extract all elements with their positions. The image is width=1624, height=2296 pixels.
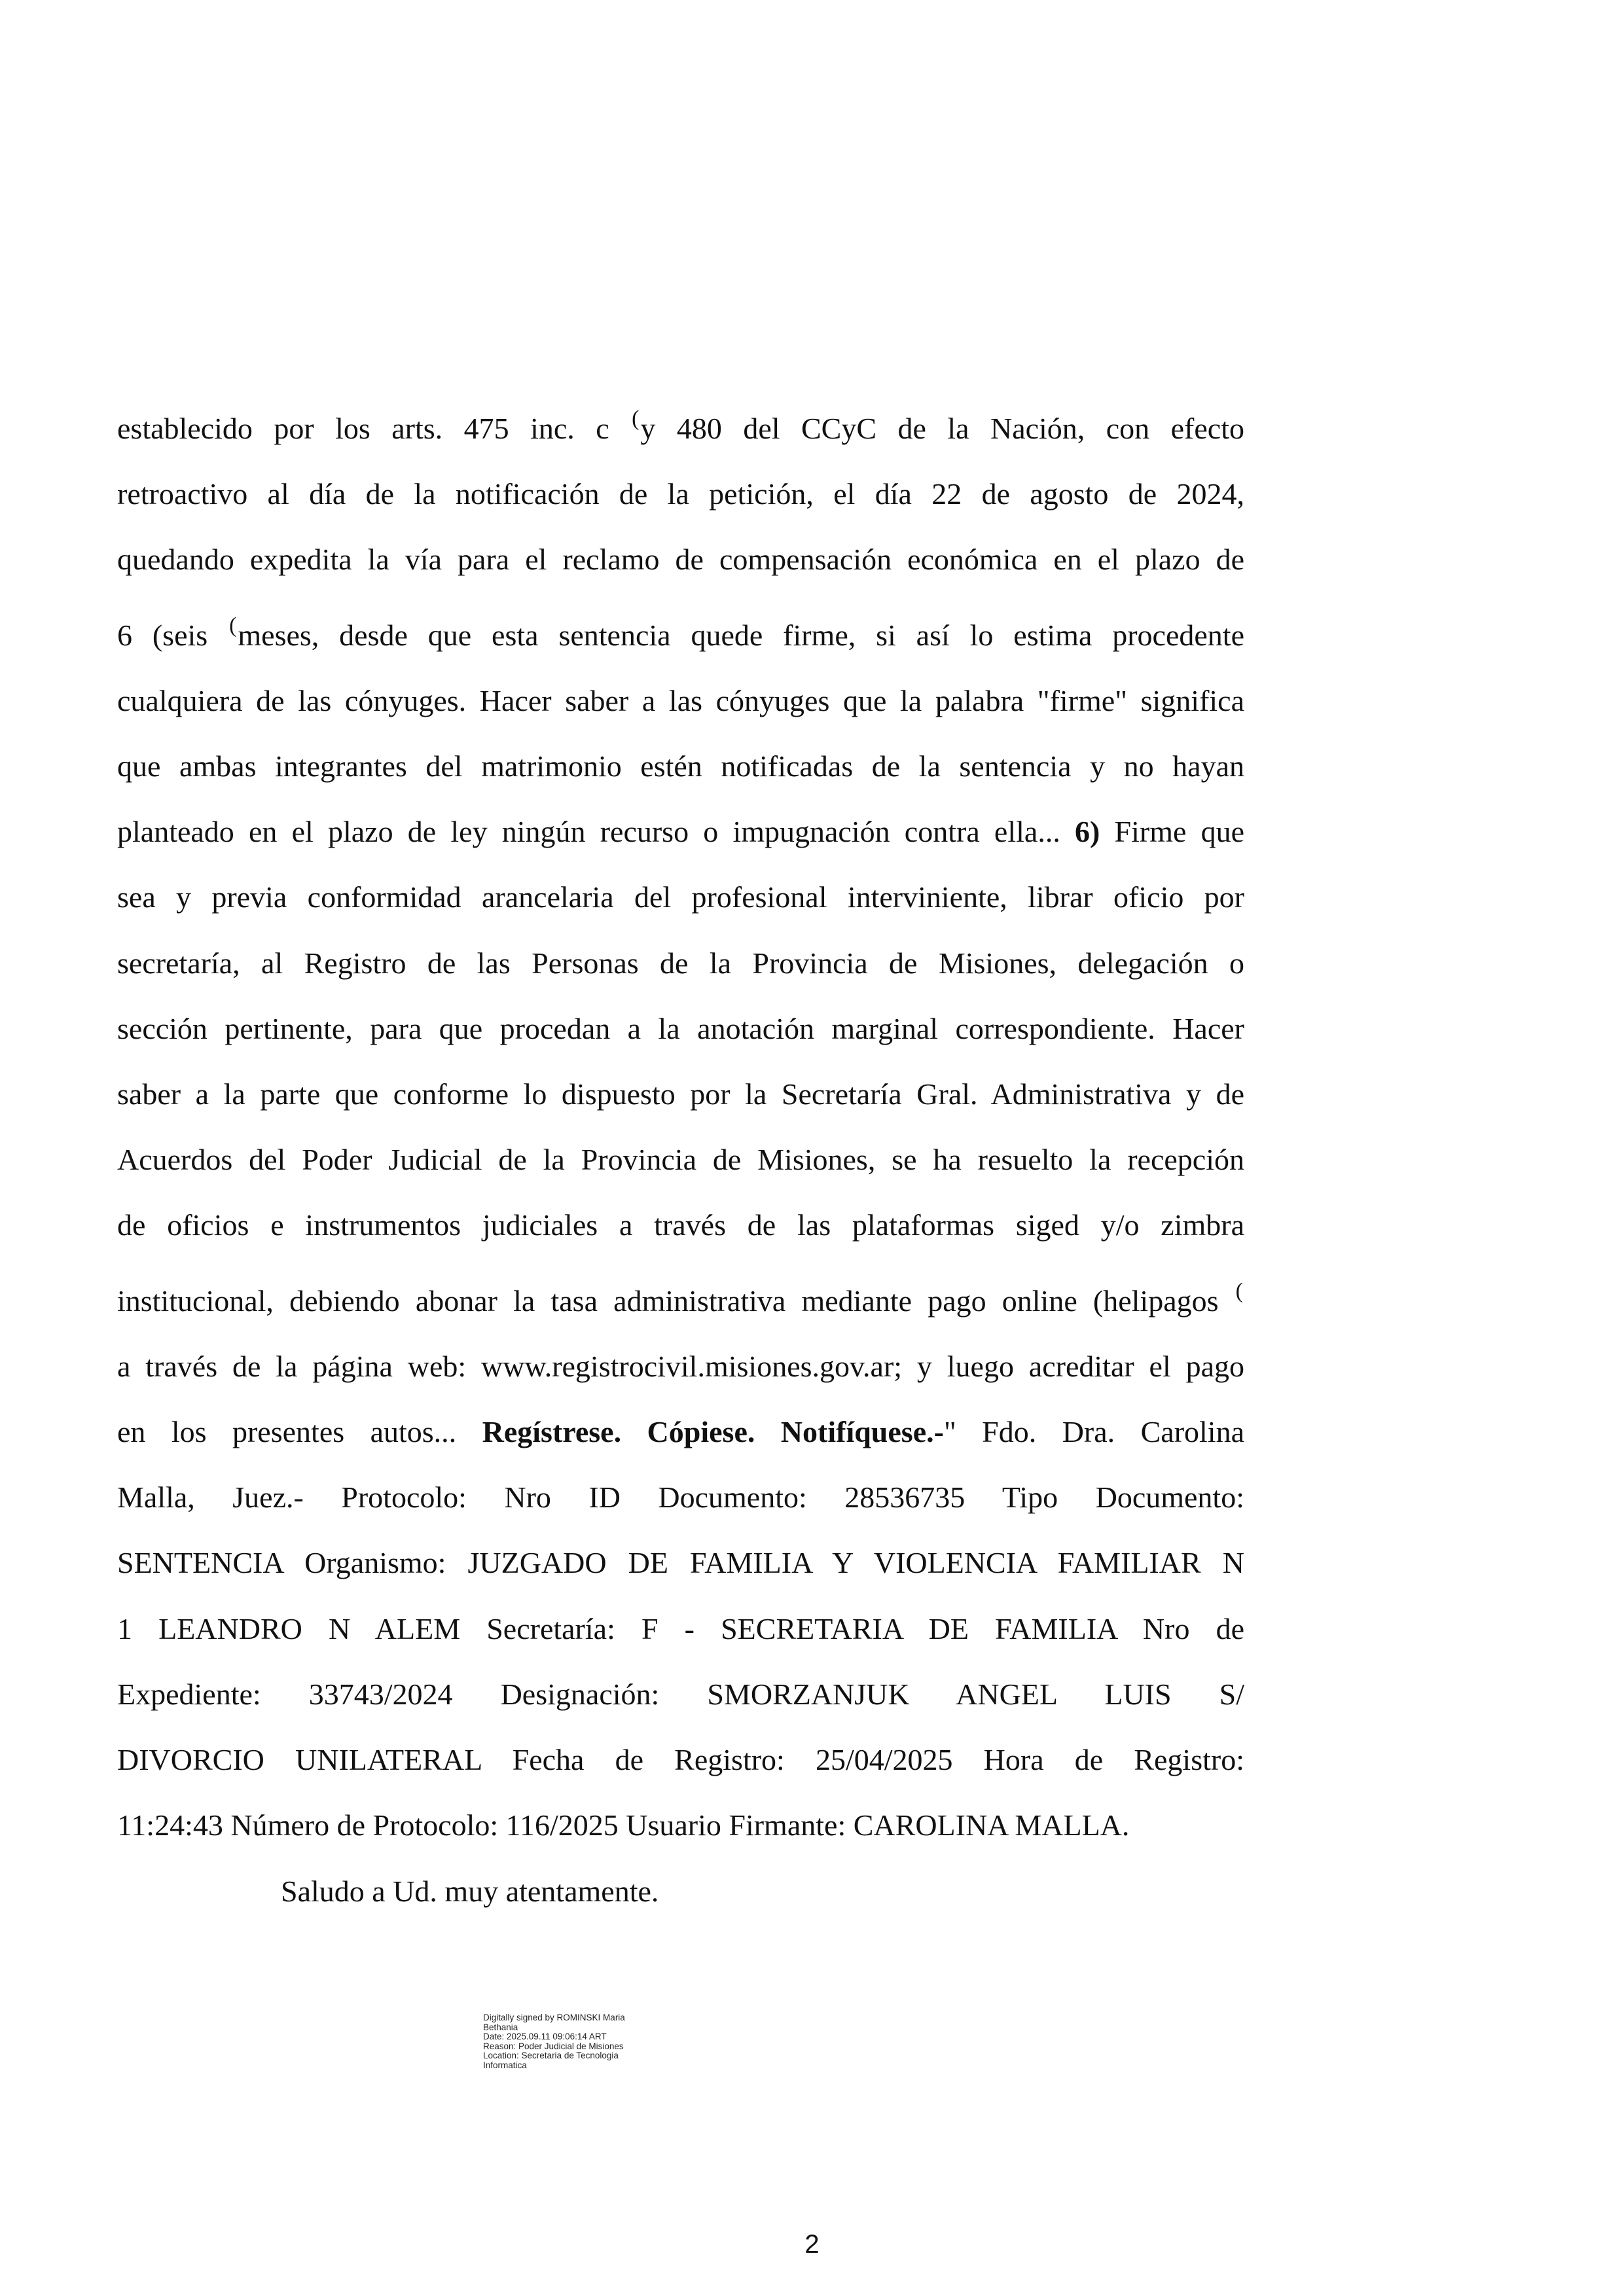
text-line (117, 1127, 1244, 1193)
text-segment: Malla, Juez.- Protocolo: Nro ID Documento: 28536735 Tipo Documento: (117, 1480, 1244, 1515)
text-segment: meses, desde que esta sentencia quede firme, si así lo estima procedente (238, 618, 1244, 652)
text-segment: planteado en el plazo de ley ningún recurso o impugnación contra ella... (117, 815, 1075, 849)
signature-line: Bethania (483, 2022, 518, 2032)
parenthesis-glyph: ( (1235, 1278, 1243, 1303)
text-segment: institucional, debiendo abonar la tasa administrativa mediante pago online (helipagos (117, 1283, 1235, 1318)
text-line (117, 1727, 1244, 1793)
text-line (117, 865, 1244, 930)
text-segment: Expediente: 33743/2024 Designación: SMORZANJUK ANGEL LUIS S/ (117, 1677, 1244, 1711)
signature-line: Informatica (483, 2060, 527, 2070)
text-segment: quedando expedita la vía para el reclamo de compensación económica en el plazo de (117, 543, 1244, 577)
text-segment: cualquiera de las cónyuges. Hacer saber a las cónyuges que la palabra "firme" significa (117, 683, 1244, 717)
page-number: 2 (804, 2230, 820, 2259)
text-line (117, 1259, 1244, 1334)
digital-signature-block (483, 2013, 625, 2070)
text-segment: sea y previa conformidad arancelaria del profesional interviniente, librar oficio por (117, 880, 1244, 914)
text-line (117, 1465, 1244, 1530)
text-line (117, 527, 1244, 592)
text-segment: retroactivo al día de la notificación de la petición, el día 22 de agosto de 2024, (117, 477, 1244, 511)
text-segment: establecido por los arts. 475 inc. c (117, 412, 631, 445)
parenthesis-glyph: ( (632, 406, 640, 431)
text-line (117, 799, 1244, 865)
text-line (117, 1399, 1244, 1465)
text-line (117, 996, 1244, 1062)
text-line (117, 1793, 1244, 1858)
text-line (117, 1530, 1244, 1596)
bold-text: 6) (1075, 815, 1100, 849)
text-segment: Firme que (1100, 815, 1244, 849)
signature-line: Location: Secretaria de Tecnologia (483, 2051, 619, 2060)
text-segment: Acuerdos del Poder Judicial de la Provincia de Misiones, se ha resuelto la recepción (117, 1143, 1244, 1177)
text-line (117, 386, 1244, 461)
signature-line: Digitally signed by ROMINSKI Maria (483, 2013, 625, 2022)
text-segment: 6 (seis (117, 618, 228, 652)
text-segment: en los presentes autos... (117, 1415, 482, 1449)
text-segment: sección pertinente, para que procedan a la anotación marginal correspondiente. Hacer (117, 1011, 1244, 1045)
text-segment: secretaría, al Registro de las Personas de la Provincia de Misiones, delegación o (117, 946, 1244, 980)
text-segment: 11:24:43 Número de Protocolo: 116/2025 Usuario Firmante: CAROLINA MALLA. (117, 1808, 1130, 1842)
text-line (117, 668, 1244, 734)
text-segment: saber a la parte que conforme lo dispuesto por la Secretaría Gral. Administrativa y de (117, 1077, 1244, 1111)
text-segment: y 480 del CCyC de la Nación, con efecto (640, 412, 1244, 445)
text-segment: SENTENCIA Organismo: JUZGADO DE FAMILIA Y VIOLENCIA FAMILIAR N (117, 1546, 1244, 1580)
text-segment: " Fdo. Dra. Carolina (943, 1415, 1244, 1449)
text-segment: DIVORCIO UNILATERAL Fecha de Registro: 25/04/2025 Hora de Registro: (117, 1743, 1244, 1777)
text-line (117, 1062, 1244, 1127)
text-line (117, 461, 1244, 527)
text-line (117, 734, 1244, 799)
text-line (117, 1193, 1244, 1258)
text-segment: 1 LEANDRO N ALEM Secretaría: F - SECRETARIA DE FAMILIA Nro de (117, 1611, 1244, 1645)
text-line (117, 593, 1244, 668)
text-segment: a través de la página web: www.registrocivil.misiones.gov.ar; y luego acreditar el pago (117, 1349, 1244, 1383)
text-line (117, 1334, 1244, 1399)
signature-line: Date: 2025.09.11 09:06:14 ART (483, 2032, 607, 2041)
text-line (117, 931, 1244, 996)
bold-text: Regístrese. Cópiese. Notifíquese.- (482, 1415, 944, 1449)
text-line (117, 1662, 1244, 1727)
closing-salutation: Saludo a Ud. muy atentamente. (281, 1874, 659, 1908)
document-body-text (117, 386, 1244, 1858)
text-line (117, 1596, 1244, 1662)
text-segment: que ambas integrantes del matrimonio estén notificadas de la sentencia y no hayan (117, 749, 1244, 783)
text-segment: de oficios e instrumentos judiciales a través de las plataformas siged y/o zimbra (117, 1208, 1244, 1242)
signature-line: Reason: Poder Judicial de Misiones (483, 2041, 624, 2051)
parenthesis-glyph: ( (229, 613, 237, 637)
